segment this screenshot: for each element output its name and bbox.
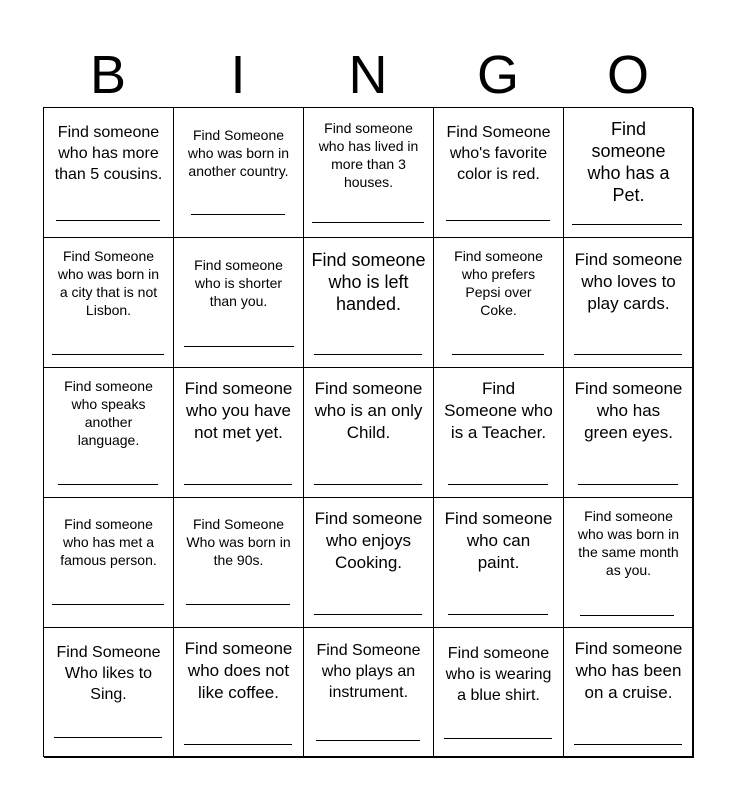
signature-line <box>444 738 552 739</box>
bingo-cell[interactable] <box>174 368 304 498</box>
bingo-cell[interactable] <box>434 108 564 238</box>
bingo-cell[interactable] <box>304 238 434 368</box>
bingo-cell[interactable] <box>434 368 564 498</box>
signature-line <box>578 484 678 485</box>
signature-line <box>572 224 682 225</box>
bingo-cell[interactable] <box>174 238 304 368</box>
header-letter-g: G <box>476 45 519 105</box>
header-letter-i: I <box>230 45 246 105</box>
cell-prompt: Find someone who enjoys Cooking. <box>314 509 423 572</box>
bingo-cell[interactable] <box>174 498 304 628</box>
signature-line <box>312 222 424 223</box>
signature-line <box>316 740 420 741</box>
bingo-cell[interactable] <box>434 628 564 758</box>
signature-line <box>52 604 164 605</box>
cell-prompt: Find someone who has lived in more than 3 houses. <box>318 120 419 190</box>
header-letter-n: N <box>348 45 388 105</box>
cell-prompt: Find Someone Who was born in the 90s. <box>186 516 291 568</box>
bingo-cell[interactable] <box>304 628 434 758</box>
signature-line <box>448 484 548 485</box>
signature-line <box>314 484 422 485</box>
bingo-cell[interactable] <box>434 238 564 368</box>
cell-prompt: Find someone who prefers Pepsi over Coke. <box>454 248 543 318</box>
bingo-cell[interactable] <box>564 238 694 368</box>
cell-prompt: Find someone who can paint. <box>444 509 553 572</box>
signature-line <box>56 220 160 221</box>
bingo-grid <box>43 107 693 757</box>
header-letter-b: B <box>89 45 127 105</box>
header-letter-o: O <box>606 45 649 105</box>
cell-prompt: Find someone who is shorter than you. <box>194 257 283 309</box>
bingo-cell[interactable] <box>564 108 694 238</box>
signature-line <box>191 214 285 215</box>
cell-prompt: Find someone who has a Pet. <box>587 119 670 205</box>
cell-prompt: Find someone who has been on a cruise. <box>574 639 683 702</box>
bingo-cell[interactable] <box>564 368 694 498</box>
bingo-cell[interactable] <box>174 108 304 238</box>
signature-line <box>314 354 422 355</box>
signature-line <box>58 484 158 485</box>
cell-prompt: Find someone who has green eyes. <box>574 379 683 442</box>
cell-prompt: Find Someone Who likes to Sing. <box>56 644 161 703</box>
cell-prompt: Find someone who is left handed. <box>311 250 426 314</box>
cell-prompt: Find Someone who's favorite color is red. <box>446 124 551 183</box>
signature-line <box>184 744 292 745</box>
cell-prompt: Find someone who speaks another language. <box>64 378 153 448</box>
signature-line <box>452 354 544 355</box>
bingo-cell[interactable] <box>44 628 174 758</box>
signature-line <box>580 615 674 616</box>
cell-prompt: Find someone who does not like coffee. <box>184 639 293 702</box>
bingo-cell[interactable] <box>44 498 174 628</box>
cell-prompt: Find someone who is wearing a blue shirt. <box>445 645 552 704</box>
signature-line <box>54 737 162 738</box>
cell-prompt: Find someone who loves to play cards. <box>574 250 683 313</box>
signature-line <box>446 220 550 221</box>
cell-prompt: Find someone who is an only Child. <box>314 379 423 442</box>
bingo-header <box>43 44 693 106</box>
signature-line <box>574 744 682 745</box>
bingo-cell[interactable] <box>174 628 304 758</box>
signature-line <box>52 354 164 355</box>
bingo-cell[interactable] <box>304 498 434 628</box>
signature-line <box>186 604 290 605</box>
bingo-cell[interactable] <box>304 368 434 498</box>
cell-prompt: Find Someone who was born in a city that is not Lisbon. <box>57 248 160 318</box>
cell-prompt: Find someone who was born in the same month as you. <box>577 508 680 578</box>
bingo-cell[interactable] <box>304 108 434 238</box>
bingo-cell[interactable] <box>564 498 694 628</box>
bingo-cell[interactable] <box>564 628 694 758</box>
bingo-cell[interactable] <box>44 108 174 238</box>
signature-line <box>574 354 682 355</box>
signature-line <box>314 614 422 615</box>
cell-prompt: Find Someone who plays an instrument. <box>316 642 421 701</box>
cell-prompt: Find someone who has more than 5 cousins. <box>54 124 163 183</box>
bingo-cell[interactable] <box>434 498 564 628</box>
bingo-cell[interactable] <box>44 368 174 498</box>
signature-line <box>184 484 292 485</box>
bingo-cell[interactable] <box>44 238 174 368</box>
signature-line <box>184 346 294 347</box>
cell-prompt: Find someone who you have not met yet. <box>184 379 293 442</box>
cell-prompt: Find Someone who is a Teacher. <box>444 379 553 442</box>
signature-line <box>448 614 548 615</box>
cell-prompt: Find Someone who was born in another country. <box>187 127 290 179</box>
cell-prompt: Find someone who has met a famous person. <box>60 516 157 568</box>
